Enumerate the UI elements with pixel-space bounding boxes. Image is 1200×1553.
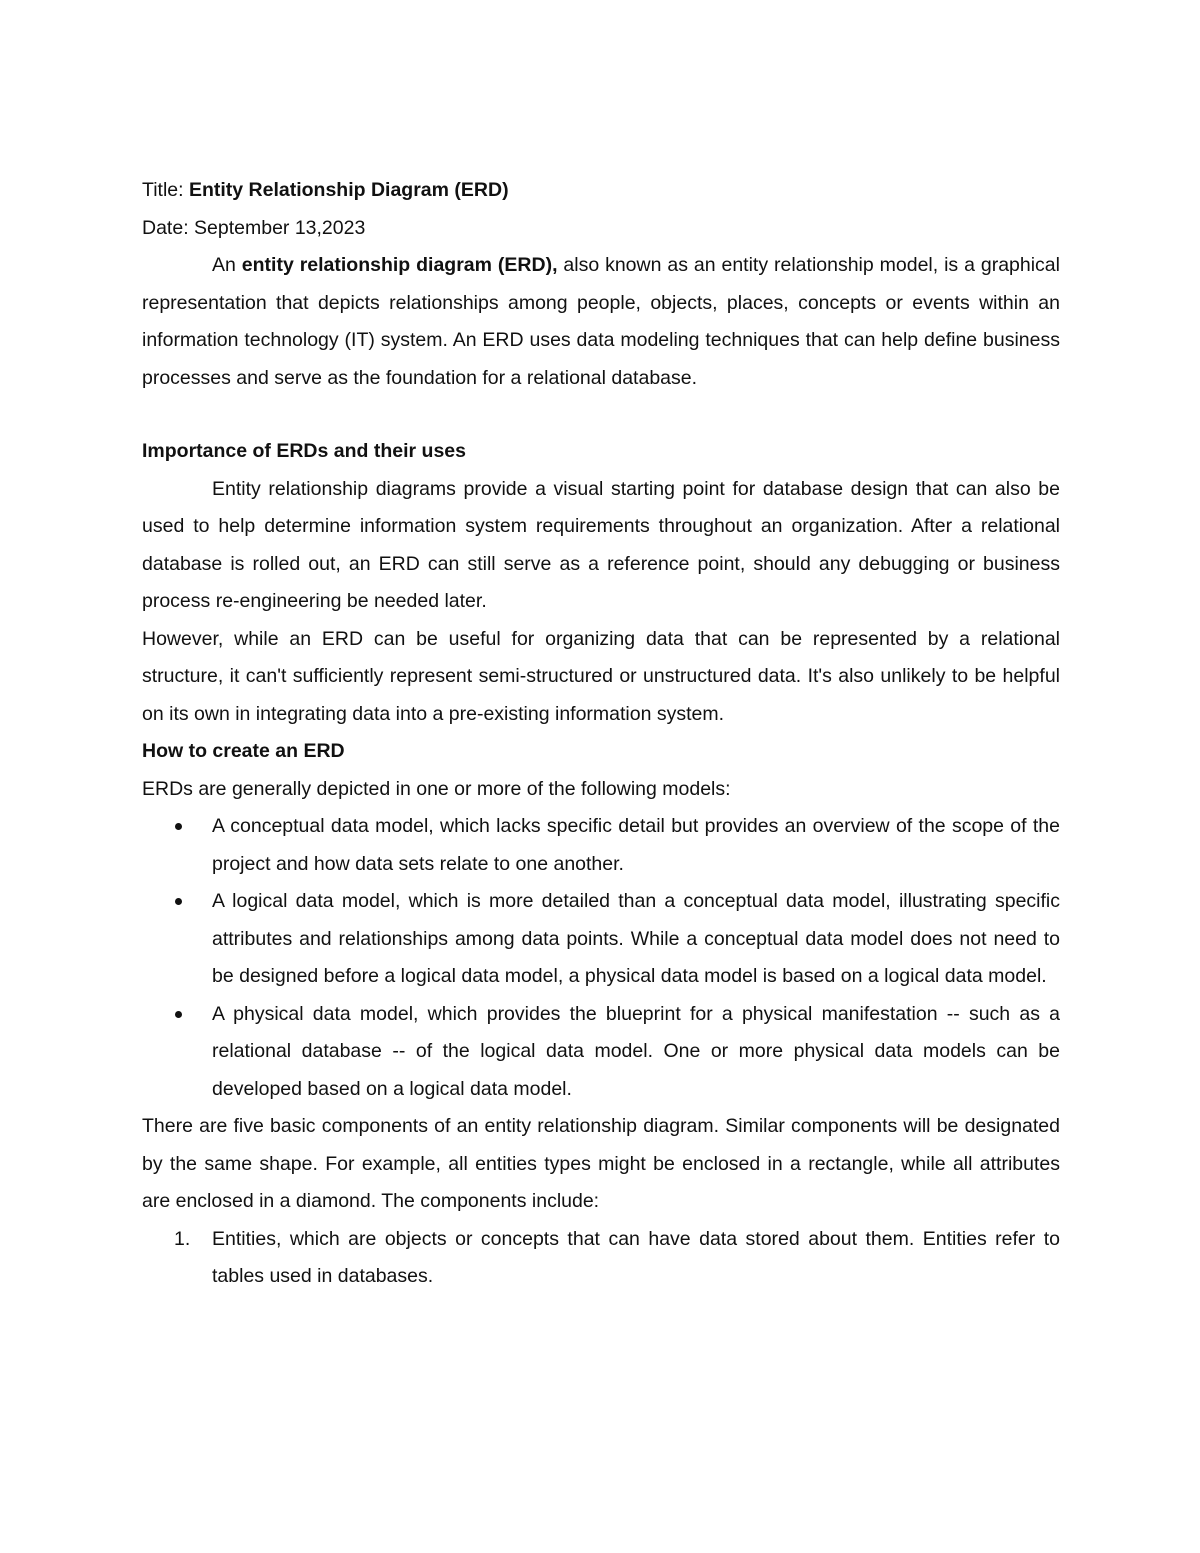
model-list <box>142 808 1060 1108</box>
howto-heading: How to create an ERD <box>142 740 345 762</box>
importance-paragraph-1: Entity relationship diagrams provide a visual starting point for database design that can also be used to help determine information system requirements throughout an organization. After a relational database is rolled out, an ERD can still serve as a reference point, should any debugging or business process re-engineering be needed later. <box>142 477 1060 612</box>
document-page <box>142 172 1060 1296</box>
importance-heading: Importance of ERDs and their uses <box>142 440 466 462</box>
bullet-icon <box>175 1011 182 1018</box>
list-item <box>142 996 1060 1109</box>
intro-paragraph <box>142 247 1060 397</box>
list-item <box>142 808 1060 883</box>
intro-pre: An <box>212 254 242 276</box>
list-item <box>142 883 1060 996</box>
list-item-text: A conceptual data model, which lacks specific detail but provides an overview of the scope of the project and how data sets relate to one another. <box>212 815 1060 875</box>
bullet-icon <box>175 823 182 830</box>
title-label: Title: <box>142 179 189 201</box>
list-item-text: A physical data model, which provides the blueprint for a physical manifestation -- such as a relational database -- of the logical data model. One or more physical data models can be developed based on a logical data model. <box>212 1002 1060 1100</box>
title-line <box>142 172 1060 210</box>
paragraph-gap <box>142 397 1060 433</box>
importance-paragraph-2: However, while an ERD can be useful for organizing data that can be represented by a relational structure, it can't sufficiently represent semi-structured or unstructured data. It's also unlikely to be helpful on its own in integrating data into a pre-existing information system. <box>142 627 1060 725</box>
components-paragraph: There are five basic components of an entity relationship diagram. Similar components will be designated by the same shape. For example, all entities types might be enclosed in a rectangle, while all attributes are enclosed in a diamond. The components include: <box>142 1115 1060 1212</box>
date-line: Date: September 13,2023 <box>142 216 366 239</box>
howto-lead: ERDs are generally depicted in one or more of the following models: <box>142 777 731 800</box>
list-item-text: Entities, which are objects or concepts that can have data stored about them. Entities refer to tables used in databases. <box>212 1227 1060 1287</box>
bullet-icon <box>175 898 182 905</box>
list-number: 1. <box>174 1227 191 1250</box>
list-item <box>142 1221 1060 1296</box>
intro-rest: also known as an entity relationship model, is a graphical representation that depicts relationships among people, objects, places, concepts or events within an information technology (IT) system. An ERD uses data modeling techniques that can help define business processes and serve as the foundation for a relational database. <box>142 254 1060 389</box>
intro-bold-term: entity relationship diagram (ERD), <box>241 254 558 276</box>
document-title: Entity Relationship Diagram (ERD) <box>188 179 509 201</box>
components-list <box>142 1221 1060 1296</box>
list-item-text: A logical data model, which is more detailed than a conceptual data model, illustrating specific attributes and relationships among data points. While a conceptual data model does not need to be designed before a logical data model, a physical data model is based on a logical data model. <box>212 890 1060 987</box>
